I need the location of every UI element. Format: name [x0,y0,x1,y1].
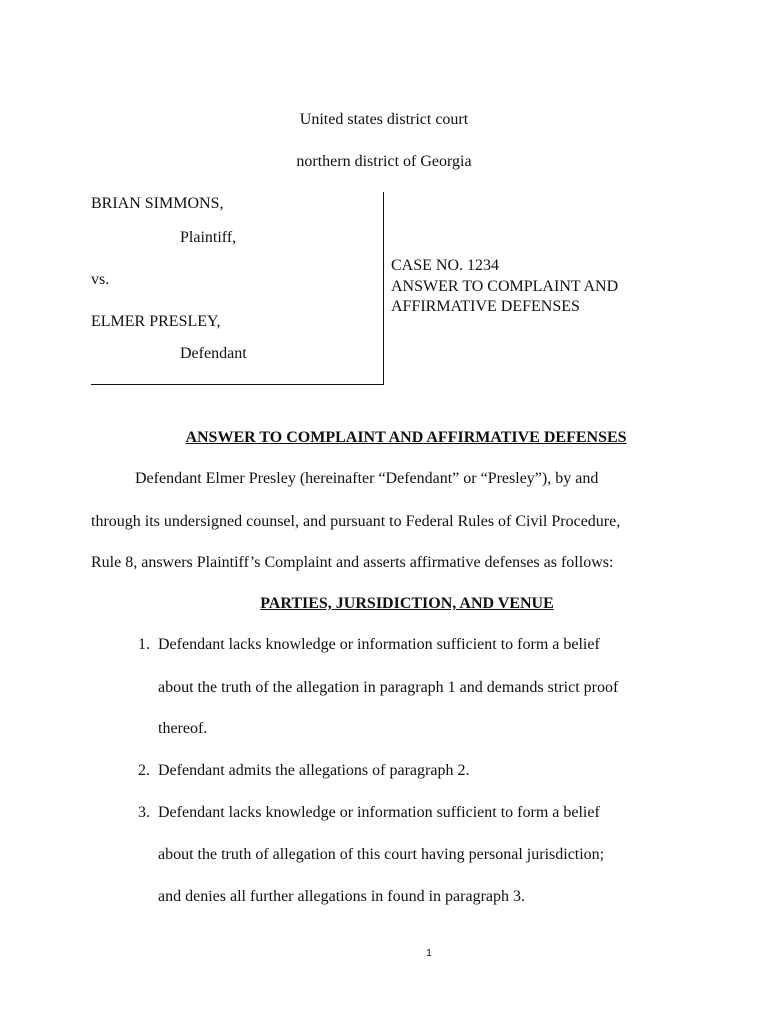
list-item-text: thereof. [158,720,208,737]
section-heading: PARTIES, JURSIDICTION, AND VENUE [260,595,554,612]
caption-horizontal-rule [91,384,384,385]
plaintiff-name: BRIAN SIMMONS, [91,195,224,212]
list-item-number: 2. [138,762,150,779]
list-item-text: Defendant admits the allegations of paragraph 2. [158,762,470,779]
list-item-text: about the truth of the allegation in paragraph 1 and demands strict proof [158,679,619,696]
list-item-text: Defendant lacks knowledge or information sufficient to form a belief [158,636,600,653]
versus-label: vs. [91,271,110,288]
court-district: northern district of Georgia [296,153,472,170]
document-title-line-2: AFFIRMATIVE DEFENSES [391,298,580,315]
answer-heading: ANSWER TO COMPLAINT AND AFFIRMATIVE DEFENSES [185,429,627,446]
list-item-text: about the truth of allegation of this court having personal jurisdiction; [158,846,605,863]
list-item-number: 1. [138,636,150,653]
list-item-text: Defendant lacks knowledge or information sufficient to form a belief [158,804,600,821]
plaintiff-role: Plaintiff, [180,229,237,246]
document-title-line-1: ANSWER TO COMPLAINT AND [391,278,619,295]
defendant-name: ELMER PRESLEY, [91,313,221,330]
intro-line-3: Rule 8, answers Plaintiff’s Complaint and asserts affirmative defenses as follows: [91,554,614,571]
case-number: CASE NO. 1234 [391,257,500,274]
caption-vertical-rule [383,192,384,385]
intro-line-2: through its undersigned counsel, and pursuant to Federal Rules of Civil Procedure, [91,513,621,530]
defendant-role: Defendant [180,345,247,362]
list-item-text: and denies all further allegations in found in paragraph 3. [158,888,525,905]
intro-line-1: Defendant Elmer Presley (hereinafter “Defendant” or “Presley”), by and [135,470,599,487]
court-name: United states district court [299,111,469,128]
list-item-number: 3. [138,804,150,821]
page-number: 1 [426,948,432,959]
